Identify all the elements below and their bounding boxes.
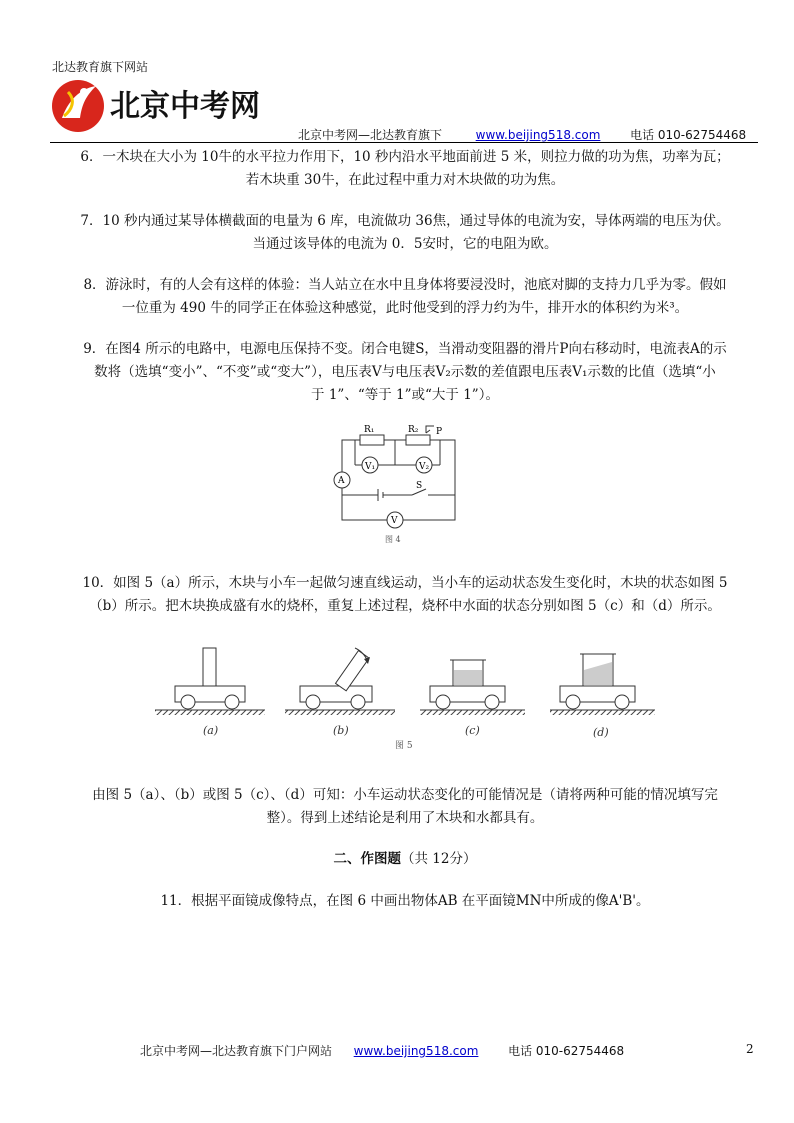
fig5-caption: 图 5	[395, 741, 413, 751]
fig5-cart-d	[550, 654, 655, 715]
question-11	[70, 890, 740, 913]
logo-text: 北京中考网	[110, 89, 260, 124]
fig4-v2-label: V₂	[419, 462, 430, 472]
fig4-s-label: S	[416, 481, 423, 491]
fig5-label-d: (d)	[593, 726, 609, 739]
fig4-caption: 图 4	[385, 535, 401, 544]
q10-line1: 10．如图 5（a）所示，木块与小车一起做匀速直线运动，当小车的运动状态发生变化时，木块的状态如图 5	[82, 575, 728, 591]
q6-line1: 6．一木块在大小为 10牛的水平拉力作用下，10 秒内沿水平地面前进 5 米，则拉力做的功为焦，功率为瓦；	[80, 149, 730, 165]
header-url-link[interactable]: www.beijing518.com	[475, 128, 601, 142]
fig4-v-label: V	[391, 516, 398, 526]
q9-line3: 于 1”、“等于 1”或“大于 1”）。	[311, 387, 499, 403]
footer	[140, 1042, 624, 1059]
fig5-cart-c	[420, 660, 525, 715]
fig4-p-label: P	[436, 427, 443, 437]
question-7	[70, 210, 740, 256]
q10b-line2: 整）。得到上述结论是利用了木块和水都具有。	[266, 810, 544, 826]
site-logo	[50, 78, 260, 134]
header-phone: 电话 010-62754468	[630, 128, 747, 142]
question-9	[70, 338, 740, 407]
section-2-heading	[70, 848, 740, 871]
header-divider	[50, 142, 758, 143]
page-number: 2	[746, 1042, 754, 1056]
fig4-v1-label: V₁	[365, 462, 376, 472]
brand-small-text: 北达教育旗下网站	[52, 60, 149, 74]
question-10-conclusion	[70, 784, 740, 830]
fig4-r1-label: R₁	[364, 425, 375, 435]
fig5-label-c: (c)	[465, 724, 480, 737]
q8-line1: 8．游泳时，有的人会有这样的体验：当人站立在水中且身体将要浸没时，池底对脚的支持力几乎为零。假如	[83, 277, 727, 293]
footer-site: 北京中考网—北达教育旗下门户网站	[140, 1044, 333, 1058]
footer-phone: 电话 010-62754468	[508, 1044, 625, 1058]
section-2-title: 二、作图题	[333, 851, 401, 867]
fig5-label-b: (b)	[333, 724, 349, 737]
q11-line1: 11．根据平面镜成像特点，在图 6 中画出物体AB 在平面镜MN中所成的像A'B'。	[160, 893, 650, 909]
q6-line2: 若木块重 30牛，在此过程中重力对木块做的功为焦。	[245, 172, 565, 188]
section-2-points: （共 12分）	[401, 851, 477, 867]
q9-line1: 9．在图4 所示的电路中，电源电压保持不变。闭合电键S，当滑动变阻器的滑片P向右移动时，电流表A的示	[83, 341, 727, 357]
fig4-a-label: A	[338, 476, 345, 486]
q9-line2: 数将（选填“变小”、“不变”或“变大”），电压表V与电压表V₂示数的差值跟电压表V₁示数的比值（选填“小	[94, 364, 716, 380]
figure-5-carts	[150, 638, 730, 758]
fig4-r2-label: R₂	[408, 425, 419, 435]
fig5-label-a: (a)	[203, 724, 219, 737]
q10b-line1: 由图 5（a）、（b）或图 5（c）、（d）可知：小车运动状态变化的可能情况是（请将两种可能的情况填写完	[92, 787, 718, 803]
q10-line2: （b）所示。把木块换成盛有水的烧杯，重复上述过程，烧杯中水面的状态分别如图 5（c）和（d）所示。	[89, 598, 721, 614]
question-8	[70, 274, 740, 320]
fig5-cart-b	[285, 648, 395, 715]
q7-line1: 7．10 秒内通过某导体横截面的电量为 6 库，电流做功 36焦，通过导体的电流为安，导体两端的电压为伏。	[80, 213, 730, 229]
header-info	[298, 126, 746, 143]
q7-line2: 当通过该导体的电流为 0．5安时，它的电阻为欧。	[252, 236, 558, 252]
question-6	[70, 146, 740, 192]
footer-url-link[interactable]: www.beijing518.com	[353, 1044, 479, 1058]
fig5-cart-a	[155, 648, 265, 715]
figure-4-circuit	[320, 420, 470, 550]
header-site: 北京中考网—北达教育旗下	[298, 128, 443, 142]
question-10	[70, 572, 740, 618]
q8-line2: 一位重为 490 牛的同学正在体验这种感觉，此时他受到的浮力约为牛，排开水的体积约为米³。	[121, 300, 689, 316]
